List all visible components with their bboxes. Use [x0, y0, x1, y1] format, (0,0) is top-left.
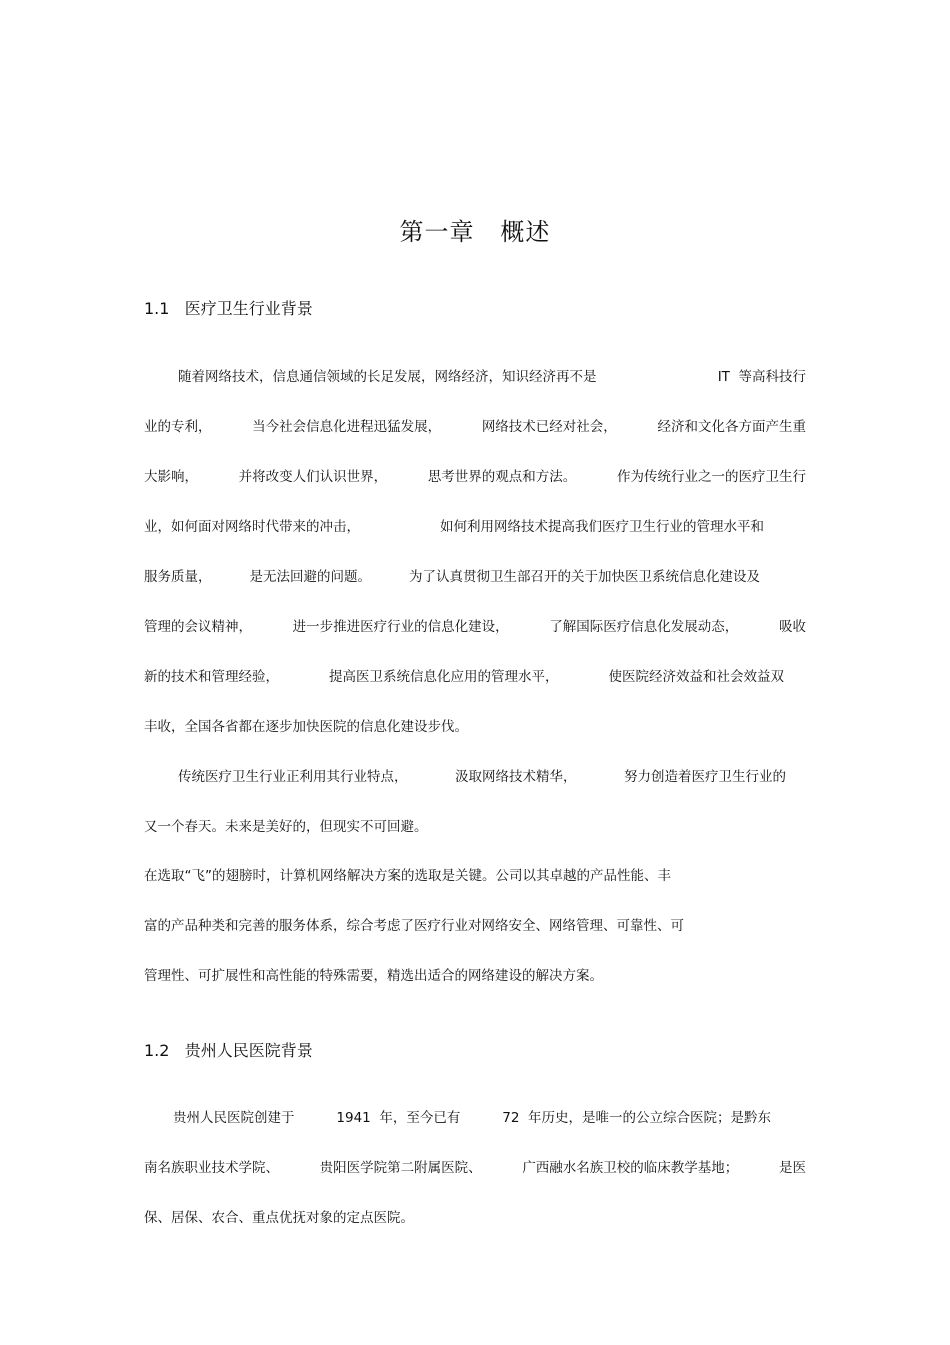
paragraph-line: [144, 517, 764, 537]
text-segment: 如何利用网络技术提高我们医疗卫生行业的管理水平和: [440, 519, 764, 535]
text-segment: 新的技术和管理经验，: [144, 669, 279, 685]
text-segment: 广西融水名族卫校的临床教学基地；: [522, 1160, 739, 1176]
text-segment: 南名族职业技术学院、: [144, 1160, 279, 1176]
text-segment: 贵州人民医院创建于: [173, 1110, 295, 1126]
paragraph-line: [144, 817, 806, 837]
text-segment: 了解国际医疗信息化发展动态，: [549, 619, 739, 635]
text-segment: 大影响，: [144, 469, 198, 485]
paragraph-line: [144, 966, 806, 986]
paragraph-line: [144, 567, 760, 587]
text-segment: 贵阳医学院第二附属医院、: [319, 1160, 482, 1176]
text-segment: 业，如何面对网络时代带来的冲击，: [144, 519, 360, 535]
text-segment: 又一个春天。未来是美好的，但现实不可回避。: [144, 819, 428, 835]
text-segment: 在选取“飞”的翅膀时，计算机网络解决方案的选取是关键。公司以其卓越的产品性能、丰: [144, 868, 671, 884]
text-segment: 作为传统行业之一的医疗卫生行: [616, 469, 806, 485]
text-segment: 72 年历史，是唯一的公立综合医院；是黔东: [502, 1110, 771, 1126]
text-segment: 业的专利，: [144, 419, 212, 435]
text-segment: 1941 年，至今已有: [336, 1110, 461, 1126]
chapter-title: 第一章 概述: [399, 218, 551, 246]
text-segment: 管理的会议精神，: [144, 619, 252, 635]
text-segment: 网络技术已经对社会，: [481, 419, 617, 435]
text-segment: 汲取网络技术精华，: [455, 769, 577, 785]
text-segment: 并将改变人们认识世界，: [238, 469, 388, 485]
text-segment: 思考世界的观点和方法。: [427, 469, 577, 485]
text-segment: 丰收，全国各省都在逐步加快医院的信息化建设步伐。: [144, 719, 468, 735]
paragraph-line: [178, 767, 786, 787]
paragraph-line: [144, 866, 806, 886]
text-segment: 管理性、可扩展性和高性能的特殊需要，精选出适合的网络建设的解决方案。: [144, 968, 603, 984]
text-segment: 为了认真贯彻卫生部召开的关于加快医卫系统信息化建设及: [409, 569, 760, 585]
text-segment: 传统医疗卫生行业正利用其行业特点，: [178, 769, 408, 785]
section-heading: 1.2 贵州人民医院背景: [144, 1041, 313, 1060]
text-segment: 是医: [778, 1160, 806, 1176]
text-segment: 经济和文化各方面产生重: [657, 419, 806, 435]
text-segment: 随着网络技术，信息通信领域的长足发展，网络经济，知识经济再不是: [178, 369, 597, 385]
text-segment: 吸收: [778, 619, 806, 635]
text-segment: 提高医卫系统信息化应用的管理水平，: [329, 669, 559, 685]
text-segment: 是无法回避的问题。: [249, 569, 371, 585]
text-segment: 当今社会信息化进程迅猛发展，: [252, 419, 442, 435]
text-segment: 进一步推进医疗行业的信息化建设，: [292, 619, 509, 635]
paragraph-line: [144, 467, 806, 487]
paragraph-line: [173, 1108, 771, 1128]
paragraph-line: [178, 367, 806, 387]
paragraph-line: [144, 1208, 806, 1228]
text-segment: 使医院经济效益和社会效益双: [608, 669, 784, 685]
text-segment: IT 等高科技行: [717, 369, 806, 385]
paragraph-line: [144, 916, 806, 936]
paragraph-line: [144, 1158, 806, 1178]
paragraph-line: [144, 667, 784, 687]
paragraph-line: [144, 417, 806, 437]
section-heading: 1.1 医疗卫生行业背景: [144, 299, 313, 318]
text-segment: 服务质量，: [144, 569, 212, 585]
paragraph-line: [144, 717, 806, 737]
text-segment: 富的产品种类和完善的服务体系，综合考虑了医疗行业对网络安全、网络管理、可靠性、可: [144, 918, 684, 934]
paragraph-line: [144, 617, 806, 637]
text-segment: 努力创造着医疗卫生行业的: [624, 769, 786, 785]
text-segment: 保、居保、农合、重点优抚对象的定点医院。: [144, 1210, 414, 1226]
